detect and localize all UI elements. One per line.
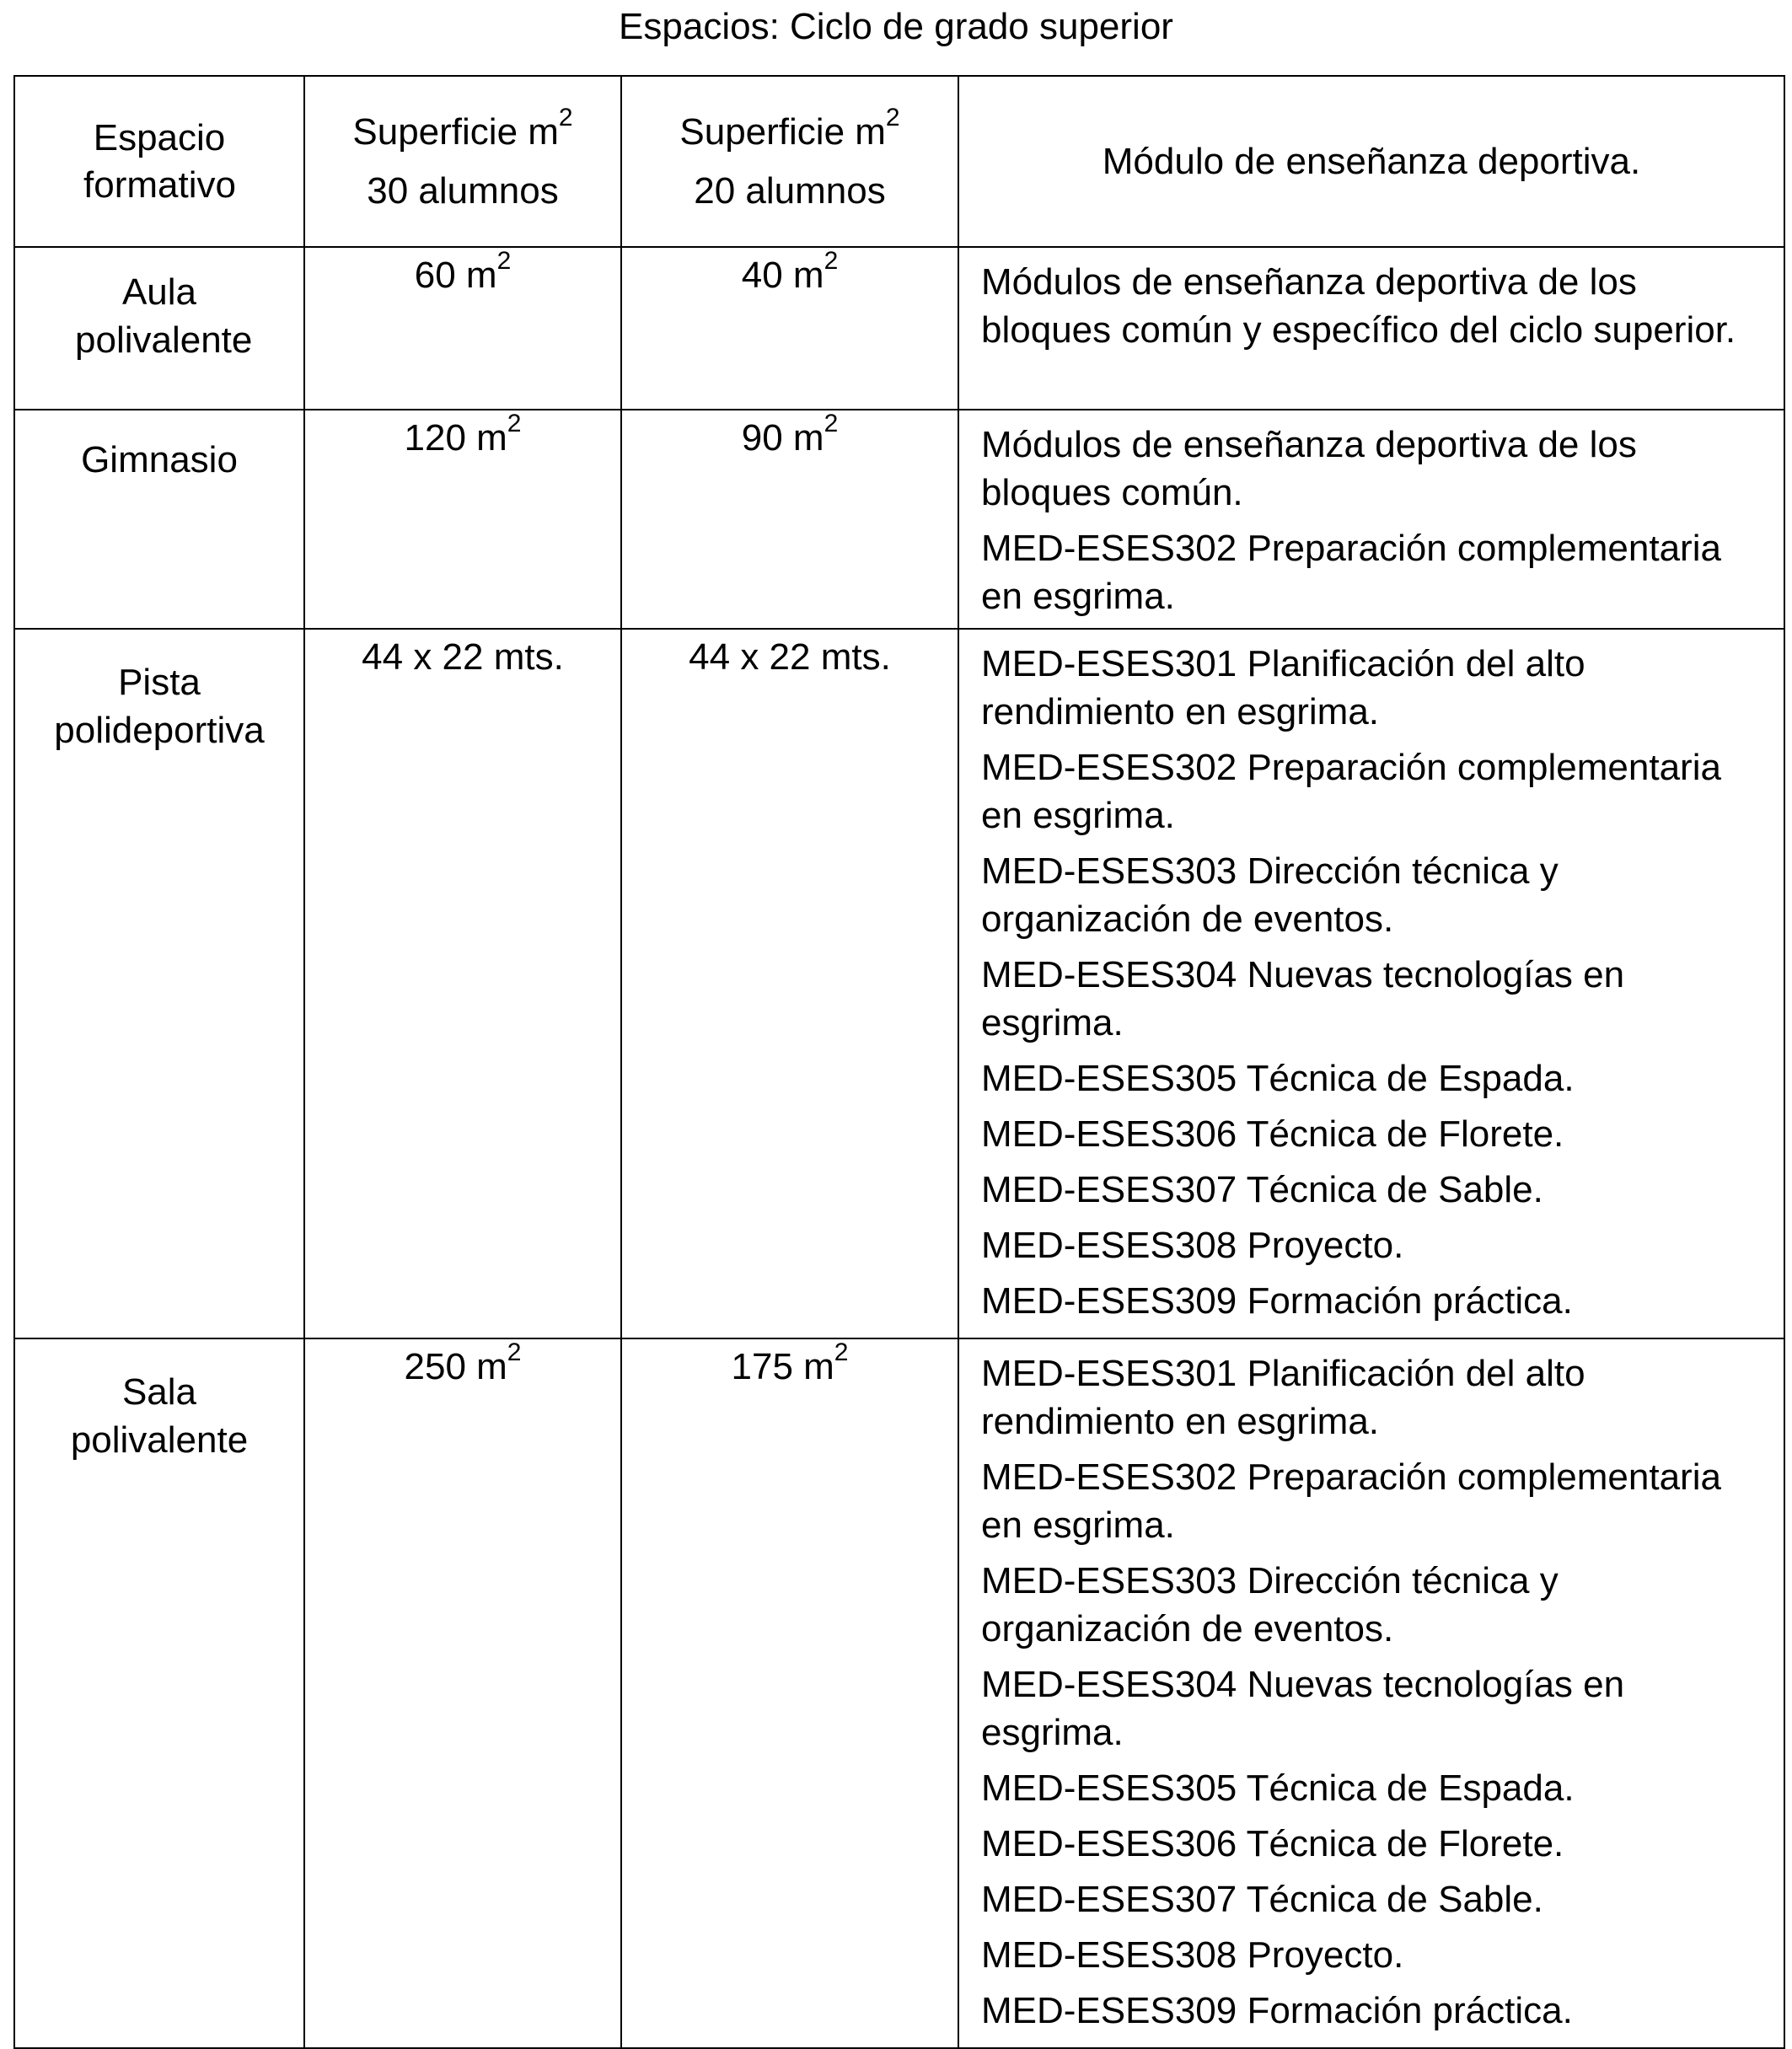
- header-modulo-label: Módulo de enseñanza deportiva.: [1102, 140, 1641, 182]
- modulo-item: MED-ESES309 Formación práctica.: [981, 1280, 1573, 1322]
- superficie-20-value: 40 m: [741, 255, 824, 296]
- modulo-item: MED-ESES301 Planificación del alto rendimiento en esgrima.: [981, 1353, 1585, 1442]
- superficie-20-exp: 2: [824, 247, 839, 276]
- header-superficie-30-sub: 30 alumnos: [367, 169, 559, 212]
- header-row: [14, 76, 1784, 247]
- modulos-cell: [959, 410, 1784, 620]
- superficie-30-cell: [305, 410, 620, 462]
- superficie-20-value: 90 m: [741, 417, 824, 459]
- table-row: [14, 629, 1784, 1338]
- superficie-20-value: 44 x 22 mts.: [689, 636, 891, 678]
- header-superficie-20-label: Superficie m: [679, 110, 886, 153]
- superficie-30-value: 250 m: [404, 1346, 507, 1387]
- superficie-20-exp: 2: [824, 410, 839, 438]
- espacio-cell: Sala polivalente: [70, 1371, 249, 1461]
- modulo-item: MED-ESES302 Preparación complementaria en esgrima.: [981, 528, 1721, 617]
- superficie-20-value: 175 m: [731, 1346, 834, 1387]
- espacios-table: [13, 75, 1785, 2049]
- modulo-item: MED-ESES306 Técnica de Florete.: [981, 1823, 1564, 1864]
- superficie-30-exp: 2: [507, 410, 522, 438]
- modulos-cell: [959, 1339, 1784, 2035]
- table-row: [14, 247, 1784, 410]
- modulo-item: MED-ESES303 Dirección técnica y organización de eventos.: [981, 1560, 1559, 1649]
- table-title: Espacios: Ciclo de grado superior: [619, 6, 1173, 47]
- superficie-30-value: 120 m: [404, 417, 507, 459]
- superficie-30-exp: 2: [507, 1338, 522, 1367]
- espacio-cell: Aula polivalente: [75, 271, 253, 361]
- modulos-cell: [959, 630, 1784, 1325]
- modulo-item: MED-ESES309 Formación práctica.: [981, 1990, 1573, 2031]
- modulo-item: MED-ESES301 Planificación del alto rendimiento en esgrima.: [981, 643, 1585, 732]
- superficie-20-cell: [622, 248, 958, 299]
- modulo-item: MED-ESES303 Dirección técnica y organización de eventos.: [981, 850, 1559, 940]
- modulo-item: MED-ESES305 Técnica de Espada.: [981, 1058, 1575, 1099]
- modulo-item: MED-ESES305 Técnica de Espada.: [981, 1767, 1575, 1809]
- superficie-20-cell: [622, 630, 958, 681]
- superficie-30-cell: [305, 1339, 620, 1391]
- superficie-30-exp: 2: [496, 247, 512, 276]
- modulo-item: MED-ESES302 Preparación complementaria en esgrima.: [981, 1456, 1721, 1546]
- modulo-item: MED-ESES308 Proyecto.: [981, 1225, 1404, 1266]
- header-superficie-20-exp: 2: [885, 103, 900, 131]
- superficie-20-cell: [622, 1339, 958, 1391]
- espacio-cell: Gimnasio: [81, 439, 238, 480]
- superficie-20-exp: 2: [834, 1338, 849, 1367]
- superficie-30-value: 44 x 22 mts.: [362, 636, 564, 678]
- modulo-item: MED-ESES308 Proyecto.: [981, 1934, 1404, 1976]
- header-superficie-30-label: Superficie m: [352, 110, 559, 153]
- modulo-item: MED-ESES307 Técnica de Sable.: [981, 1879, 1543, 1920]
- modulo-item: MED-ESES304 Nuevas tecnologías en esgrima.: [981, 954, 1625, 1043]
- header-espacio: [14, 76, 304, 247]
- espacio-cell: Pista polideportiva: [54, 662, 265, 751]
- header-superficie-20: [621, 76, 958, 247]
- modulo-item: MED-ESES306 Técnica de Florete.: [981, 1113, 1564, 1155]
- modulo-item: MED-ESES302 Preparación complementaria en esgrima.: [981, 747, 1721, 836]
- superficie-30-value: 60 m: [414, 255, 497, 296]
- modulo-item: MED-ESES307 Técnica de Sable.: [981, 1169, 1543, 1210]
- modulos-cell: [959, 248, 1784, 354]
- header-superficie-30-exp: 2: [558, 103, 573, 131]
- header-superficie-30: [304, 76, 621, 247]
- superficie-20-cell: [622, 410, 958, 462]
- modulo-item: Módulos de enseñanza deportiva de los bloques común.: [981, 424, 1637, 513]
- header-modulo: [958, 76, 1784, 247]
- table-row: [14, 1338, 1784, 2048]
- table-row: [14, 410, 1784, 629]
- superficie-30-cell: [305, 248, 620, 299]
- superficie-30-cell: [305, 630, 620, 681]
- modulo-item: Módulos de enseñanza deportiva de los bloques común y específico del ciclo superior.: [981, 261, 1736, 351]
- header-superficie-20-sub: 20 alumnos: [694, 169, 886, 212]
- header-espacio-label: Espacio formativo: [83, 116, 236, 206]
- modulo-item: MED-ESES304 Nuevas tecnologías en esgrima.: [981, 1664, 1625, 1753]
